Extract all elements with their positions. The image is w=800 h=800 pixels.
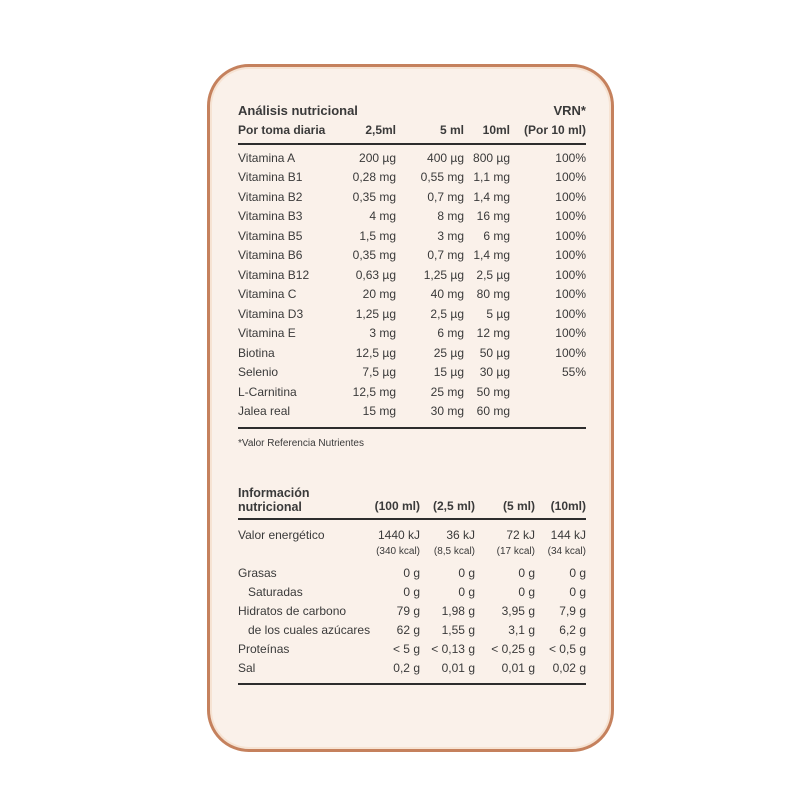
value-5ml: 0 g	[518, 565, 535, 580]
divider	[238, 518, 586, 520]
value-5ml: 0,01 g	[501, 660, 535, 675]
column-header-10ml: (10ml)	[550, 498, 586, 513]
value-10ml: 5 µg	[486, 306, 510, 321]
column-header-100ml: (100 ml)	[374, 498, 420, 513]
nutrient-label: Vitamina B12	[238, 267, 310, 282]
table-row	[238, 324, 586, 344]
nutrition-label-card	[207, 64, 614, 752]
value-10ml: (34 kcal)	[547, 545, 586, 557]
analisis-column-header-row	[238, 121, 586, 141]
table-row	[238, 363, 586, 383]
value-2-5ml: 0,35 mg	[352, 248, 396, 262]
table-row	[238, 564, 586, 583]
value-5ml: 72 kJ	[506, 527, 535, 542]
value-2-5ml: 0 g	[458, 584, 475, 599]
value-2-5ml: 12,5 µg	[355, 345, 396, 360]
table-row	[238, 640, 586, 659]
informacion-header-row	[238, 486, 586, 514]
column-header-5ml: 5 ml	[439, 123, 464, 137]
value-100ml: 79 g	[396, 603, 420, 618]
column-header-por-10ml: (Por 10 ml)	[523, 123, 586, 137]
table-row-kcal	[238, 545, 586, 558]
table-row	[238, 305, 586, 325]
nutrient-label: Vitamina B1	[238, 170, 303, 184]
value-vrn: 100%	[555, 170, 586, 184]
value-vrn: 100%	[555, 189, 586, 204]
nutrient-label: Selenio	[238, 365, 279, 379]
value-10ml: 1,1 mg	[473, 170, 510, 184]
table-row	[238, 285, 586, 305]
value-5ml: 40 mg	[430, 287, 464, 301]
value-5ml: 3,1 g	[508, 622, 535, 637]
value-100ml: 0,2 g	[393, 660, 420, 675]
value-2-5ml: 36 kJ	[446, 527, 475, 542]
nutrient-label: Grasas	[238, 565, 277, 580]
column-header-10ml: 10ml	[482, 123, 510, 137]
table-row	[238, 659, 586, 678]
nutrient-label: de los cuales azúcares	[248, 622, 371, 637]
table-row	[238, 246, 586, 266]
divider	[238, 143, 586, 145]
value-vrn: 100%	[555, 345, 586, 360]
nutrient-label: Vitamina E	[238, 326, 296, 340]
value-5ml: 3,95 g	[501, 603, 535, 618]
value-5ml: 2,5 µg	[430, 306, 464, 321]
section-title: Análisis nutricional	[238, 103, 358, 118]
value-100ml: < 5 g	[392, 641, 420, 656]
value-5ml: 25 µg	[433, 345, 464, 360]
value-2-5ml: 0 g	[458, 565, 475, 580]
vrn-column-header: VRN*	[553, 103, 586, 118]
value-10ml: 30 µg	[479, 365, 510, 379]
value-vrn: 55%	[561, 365, 586, 379]
value-2-5ml: 20 mg	[362, 287, 396, 301]
value-100ml: 1440 kJ	[377, 527, 420, 542]
value-10ml: 800 µg	[473, 150, 510, 165]
value-10ml: 144 kJ	[550, 527, 586, 542]
value-10ml: 60 mg	[476, 404, 510, 418]
value-5ml: (17 kcal)	[496, 545, 535, 557]
value-2-5ml: 0,35 mg	[352, 189, 396, 204]
nutrient-label: Jalea real	[238, 404, 291, 418]
value-2-5ml: < 0,13 g	[431, 641, 475, 656]
table-row	[238, 227, 586, 247]
value-2-5ml: 7,5 µg	[362, 365, 396, 379]
value-2-5ml: 4 mg	[369, 209, 396, 223]
value-5ml: 8 mg	[437, 209, 464, 223]
column-header-5ml: (5 ml)	[502, 498, 535, 513]
value-10ml: < 0,5 g	[548, 641, 586, 656]
value-vrn: 100%	[555, 287, 586, 301]
nutrient-label: Vitamina B2	[238, 189, 303, 204]
value-2-5ml: (8,5 kcal)	[433, 545, 475, 557]
value-10ml: 50 mg	[476, 384, 510, 399]
table-row	[238, 602, 586, 621]
value-10ml: 0,02 g	[552, 660, 586, 675]
nutrient-label: Vitamina D3	[238, 306, 304, 321]
value-2-5ml: 0,63 µg	[355, 267, 396, 282]
value-vrn: 100%	[555, 267, 586, 282]
nutrient-label: Proteínas	[238, 641, 290, 656]
nutrient-label: Vitamina A	[238, 150, 296, 165]
table-row	[238, 344, 586, 364]
table-row	[238, 207, 586, 227]
value-vrn: 100%	[555, 150, 586, 165]
divider	[238, 683, 586, 685]
value-100ml: 0 g	[403, 584, 420, 599]
column-header-2-5ml: (2,5 ml)	[432, 498, 475, 513]
divider	[238, 427, 586, 429]
table-row	[238, 583, 586, 602]
value-5ml: 6 mg	[437, 326, 464, 340]
value-5ml: 0,7 mg	[427, 248, 464, 262]
value-10ml: 16 mg	[476, 209, 510, 223]
nutrient-label: Vitamina C	[238, 287, 297, 301]
table-row	[238, 168, 586, 188]
value-10ml: 7,9 g	[559, 603, 586, 618]
value-2-5ml: 0,28 mg	[352, 170, 396, 184]
value-100ml: 62 g	[396, 622, 420, 637]
nutrient-label: Biotina	[238, 345, 275, 360]
vrn-footnote: *Valor Referencia Nutrientes	[238, 437, 364, 449]
nutrient-label: Vitamina B5	[238, 228, 303, 243]
informacion-nutricional-section	[238, 486, 586, 685]
value-2-5ml: 1,98 g	[441, 603, 475, 618]
analisis-title-row	[238, 101, 586, 121]
value-vrn: 100%	[555, 209, 586, 223]
value-2-5ml: 0,01 g	[441, 660, 475, 675]
nutrient-label: Vitamina B3	[238, 209, 303, 223]
value-vrn: 100%	[555, 248, 586, 262]
value-10ml: 2,5 µg	[476, 267, 510, 282]
value-2-5ml: 1,25 µg	[355, 306, 396, 321]
label-content	[238, 101, 586, 685]
value-5ml: 0 g	[518, 584, 535, 599]
value-10ml: 80 mg	[476, 287, 510, 301]
table-row	[238, 188, 586, 208]
value-10ml: 6 mg	[483, 228, 510, 243]
value-5ml: 0,55 mg	[420, 170, 464, 184]
nutrient-label: Hidratos de carbono	[238, 603, 347, 618]
value-2-5ml: 12,5 mg	[352, 384, 396, 399]
value-10ml: 0 g	[569, 584, 586, 599]
value-10ml: 0 g	[569, 565, 586, 580]
nutrient-label: L-Carnitina	[238, 384, 297, 399]
nutrient-label: Saturadas	[248, 584, 303, 599]
column-header-2-5ml: 2,5ml	[365, 123, 396, 137]
value-5ml: 3 mg	[437, 228, 464, 243]
value-vrn: 100%	[555, 326, 586, 340]
section-title-line2: nutricional	[238, 499, 302, 514]
value-5ml: 400 µg	[427, 150, 464, 165]
analisis-nutricional-section	[238, 101, 586, 450]
value-2-5ml: 3 mg	[369, 326, 396, 340]
value-100ml: 0 g	[403, 565, 420, 580]
value-2-5ml: 200 µg	[359, 150, 396, 165]
value-10ml: 6,2 g	[559, 622, 586, 637]
value-2-5ml: 1,55 g	[441, 622, 475, 637]
table-row	[238, 621, 586, 640]
table-row	[238, 402, 586, 422]
value-5ml: 25 mg	[430, 384, 464, 399]
table-row	[238, 383, 586, 403]
nutrient-label: Valor energético	[238, 527, 325, 542]
nutrient-label: Sal	[238, 660, 256, 675]
value-5ml: < 0,25 g	[491, 641, 535, 656]
value-5ml: 30 mg	[430, 404, 464, 418]
section-title-line1: Información	[238, 485, 310, 500]
table-row	[238, 149, 586, 169]
value-10ml: 50 µg	[479, 345, 510, 360]
table-row	[238, 526, 586, 545]
section-title	[238, 486, 366, 514]
nutrient-label: Vitamina B6	[238, 248, 303, 262]
value-10ml: 1,4 mg	[473, 248, 510, 262]
value-2-5ml: 15 mg	[362, 404, 396, 418]
value-vrn: 100%	[555, 228, 586, 243]
column-header-label: Por toma diaria	[238, 123, 326, 137]
table-row	[238, 266, 586, 286]
value-5ml: 1,25 µg	[423, 267, 464, 282]
value-100ml: (340 kcal)	[376, 545, 420, 557]
value-5ml: 0,7 mg	[427, 189, 464, 204]
value-2-5ml: 1,5 mg	[359, 228, 396, 243]
value-10ml: 1,4 mg	[473, 189, 510, 204]
value-5ml: 15 µg	[433, 365, 464, 379]
value-vrn: 100%	[555, 306, 586, 321]
value-10ml: 12 mg	[476, 326, 510, 340]
